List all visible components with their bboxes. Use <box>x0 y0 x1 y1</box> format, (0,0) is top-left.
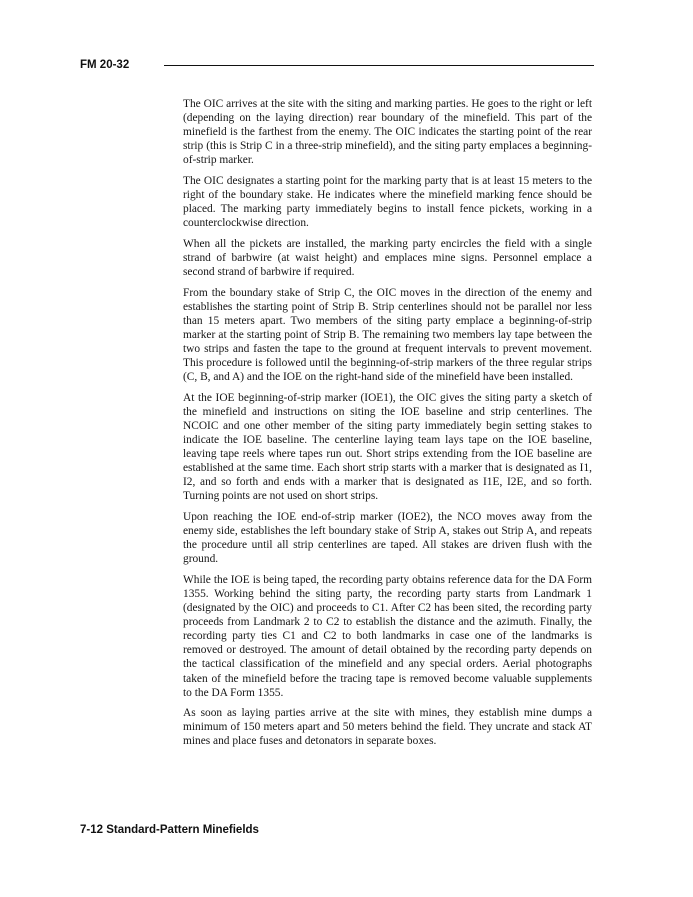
paragraph: As soon as laying parties arrive at the site with mines, they establish mine dumps a minimum of 150 meters apart and 50 meters behind the field. They uncrate and stack AT mines and place fuses and detonators in separate boxes. <box>183 707 592 748</box>
page-footer: 7-12 Standard-Pattern Minefields <box>80 824 259 836</box>
paragraph: While the IOE is being taped, the recording party obtains reference data for the DA Form 1355. Working behind the siting party, the recording party starts from Landmark 1 (designated by the OIC) and proceeds to C1. After C2 has been sited, the recording party proceeds from Landmark 2 to C2 to establish the distance and the azimuth. Finally, the recording party ties C1 and C2 to both landmarks in case one of the landmarks is removed or destroyed. The amount of detail obtained by the recording party depends on the tactical classification of the minefield and any special orders. Aerial photographs taken of the minefield before the tracing tape is removed become valuable supplements to the DA Form 1355. <box>183 573 592 699</box>
body-text <box>183 97 592 755</box>
paragraph: The OIC arrives at the site with the siting and marking parties. He goes to the right or left (depending on the laying direction) rear boundary of the minefield. This part of the minefield is the farthest from the enemy. The OIC indicates the starting point of the rear strip (this is Strip C in a three-strip minefield), and the siting party emplaces a beginning-of-strip marker. <box>183 98 592 167</box>
header-rule <box>164 65 594 66</box>
page-header <box>80 58 594 74</box>
paragraph: At the IOE beginning-of-strip marker (IOE1), the OIC gives the siting party a sketch of the minefield and instructions on siting the IOE baseline and strip centerlines. The NCOIC and one other member of the siting party immediately begin setting stakes to indicate the IOE baseline. The centerline laying team lays tape on the IOE baseline, leaving tape reels where tapes run out. Short strips extending from the IOE baseline are established at the same time. Each short strip starts with a marker that is designated as I1, I2, and so forth and ends with a marker that is designated as I1E, I2E, and so forth. Turning points are not used on short strips. <box>183 391 592 503</box>
paragraph: When all the pickets are installed, the marking party encircles the field with a single strand of barbwire (at waist height) and emplaces mine signs. Personnel emplace a second strand of barbwire if required. <box>183 237 592 279</box>
paragraph: From the boundary stake of Strip C, the OIC moves in the direction of the enemy and establishes the starting point of Strip B. Strip centerlines should not be parallel nor less than 15 meters apart. Two members of the siting party emplace a beginning-of-strip marker at the starting point of Strip B. The remaining two members lay tape between the two strips and fasten the tape to the ground at frequent intervals to prevent movement. This procedure is followed until the beginning-of-strip markers of the three regular strips (C, B, and A) and the IOE on the right-hand side of the minefield have been installed. <box>183 286 592 384</box>
paragraph: Upon reaching the IOE end-of-strip marker (IOE2), the NCO moves away from the enemy side, establishes the left boundary stake of Strip A, stakes out Strip A, and repeats the procedure until all strip centerlines are taped. All stakes are driven flush with the ground. <box>183 511 592 566</box>
paragraph: The OIC designates a starting point for the marking party that is at least 15 meters to the right of the boundary stake. He indicates where the minefield marking fence should be placed. The marking party immediately begins to install fence pickets, working in a counterclockwise direction. <box>183 174 592 230</box>
document-id: FM 20-32 <box>80 59 130 71</box>
